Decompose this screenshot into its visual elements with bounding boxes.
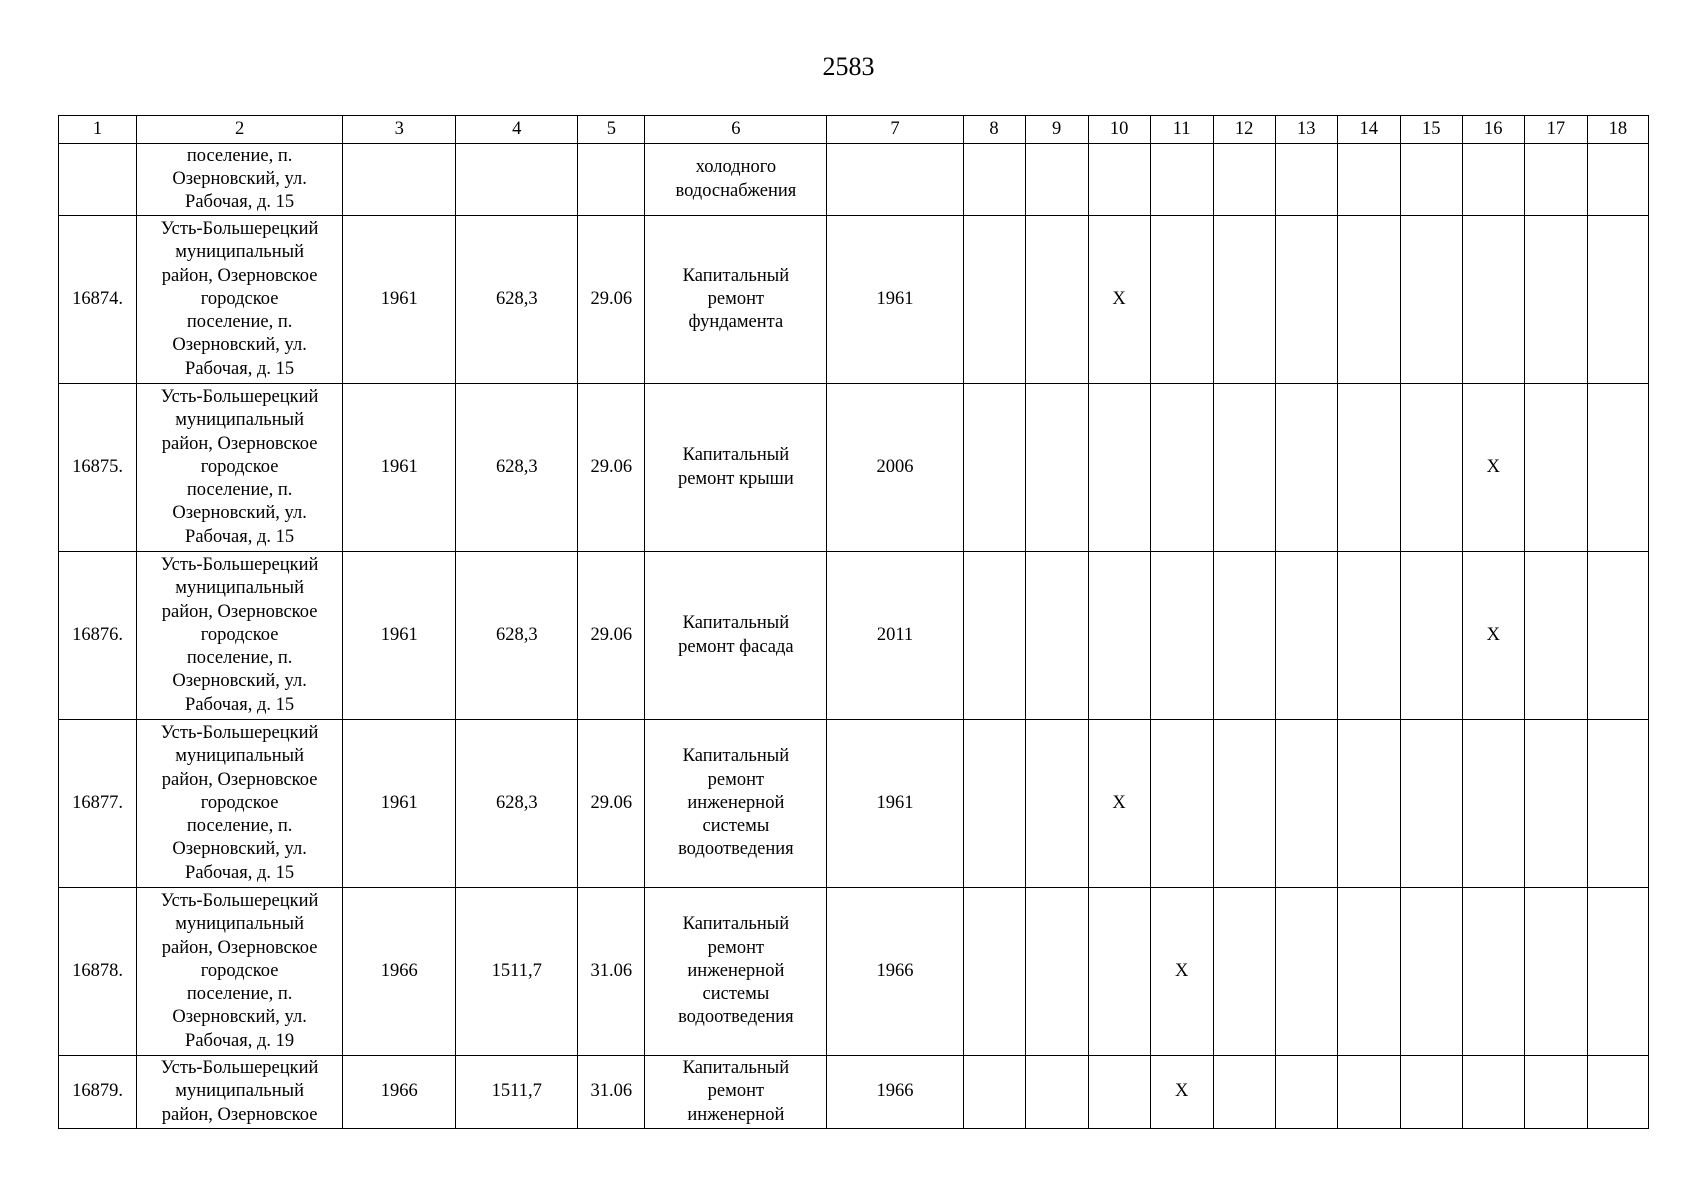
row-mark-col-14 xyxy=(1337,216,1400,384)
row-mark-col-12 xyxy=(1213,384,1275,552)
column-header: 15 xyxy=(1400,116,1462,144)
row-mark-col-15 xyxy=(1400,144,1462,216)
row-mark-col-13 xyxy=(1275,720,1337,888)
row-mark-col-11 xyxy=(1150,216,1213,384)
row-work-type: Капитальный ремонт фундамента xyxy=(645,216,827,384)
column-header: 17 xyxy=(1524,116,1587,144)
row-address: Усть-Большерецкий муниципальный район, Озерновское городское поселение, п. Озерновский, ул. Рабочая, д. 15 xyxy=(137,384,343,552)
row-mark-col-8 xyxy=(963,216,1025,384)
row-mark-col-17 xyxy=(1524,888,1587,1056)
row-mark-col-10: X xyxy=(1088,216,1150,384)
row-mark-col-9 xyxy=(1025,888,1088,1056)
column-header: 11 xyxy=(1150,116,1213,144)
row-work-type: Капитальный ремонт фасада xyxy=(645,552,827,720)
row-mark-col-9 xyxy=(1025,552,1088,720)
row-address: Усть-Большерецкий муниципальный район, Озерновское городское поселение, п. Озерновский, ул. Рабочая, д. 15 xyxy=(137,216,343,384)
row-mark-col-10 xyxy=(1088,1056,1150,1129)
row-address: Усть-Большерецкий муниципальный район, Озерновское городское поселение, п. Озерновский, ул. Рабочая, д. 15 xyxy=(137,720,343,888)
row-work-type: Капитальный ремонт инженерной системы водоотведения xyxy=(645,888,827,1056)
row-mark-col-10 xyxy=(1088,888,1150,1056)
row-mark-col-8 xyxy=(963,384,1025,552)
row-mark-col-10 xyxy=(1088,144,1150,216)
row-mark-col-8 xyxy=(963,144,1025,216)
column-header: 6 xyxy=(645,116,827,144)
row-work-year: 1966 xyxy=(827,1056,963,1129)
column-header: 9 xyxy=(1025,116,1088,144)
row-mark-col-8 xyxy=(963,1056,1025,1129)
row-mark-col-12 xyxy=(1213,888,1275,1056)
row-build-year xyxy=(343,144,456,216)
row-mark-col-15 xyxy=(1400,552,1462,720)
header-row xyxy=(59,116,1649,144)
row-mark-col-17 xyxy=(1524,720,1587,888)
column-header: 18 xyxy=(1587,116,1648,144)
column-header: 10 xyxy=(1088,116,1150,144)
row-area: 1511,7 xyxy=(456,888,578,1056)
row-work-year: 1966 xyxy=(827,888,963,1056)
row-mark-col-9 xyxy=(1025,1056,1088,1129)
row-number: 16878. xyxy=(59,888,137,1056)
row-mark-col-11: X xyxy=(1150,1056,1213,1129)
row-wear: 29.06 xyxy=(578,720,645,888)
row-build-year: 1961 xyxy=(343,552,456,720)
row-mark-col-12 xyxy=(1213,1056,1275,1129)
table-row xyxy=(59,552,1649,720)
row-mark-col-8 xyxy=(963,552,1025,720)
row-work-year: 1961 xyxy=(827,720,963,888)
row-mark-col-17 xyxy=(1524,384,1587,552)
row-mark-col-18 xyxy=(1587,216,1648,384)
row-mark-col-16 xyxy=(1462,720,1524,888)
row-mark-col-18 xyxy=(1587,1056,1648,1129)
row-number: 16875. xyxy=(59,384,137,552)
row-number: 16879. xyxy=(59,1056,137,1129)
row-mark-col-18 xyxy=(1587,552,1648,720)
row-mark-col-15 xyxy=(1400,384,1462,552)
row-mark-col-12 xyxy=(1213,144,1275,216)
row-mark-col-13 xyxy=(1275,144,1337,216)
row-wear: 31.06 xyxy=(578,888,645,1056)
row-mark-col-13 xyxy=(1275,384,1337,552)
row-address: Усть-Большерецкий муниципальный район, Озерновское городское поселение, п. Озерновский, ул. Рабочая, д. 19 xyxy=(137,888,343,1056)
row-work-year: 2006 xyxy=(827,384,963,552)
row-address: Усть-Большерецкий муниципальный район, Озерновское городское поселение, п. Озерновский, ул. Рабочая, д. 15 xyxy=(137,552,343,720)
column-header: 3 xyxy=(343,116,456,144)
row-wear: 29.06 xyxy=(578,552,645,720)
row-mark-col-12 xyxy=(1213,552,1275,720)
table-row xyxy=(59,144,1649,216)
row-mark-col-17 xyxy=(1524,1056,1587,1129)
row-mark-col-10 xyxy=(1088,384,1150,552)
row-mark-col-15 xyxy=(1400,216,1462,384)
register-table xyxy=(58,115,1649,1129)
row-mark-col-13 xyxy=(1275,1056,1337,1129)
row-mark-col-16: X xyxy=(1462,552,1524,720)
row-mark-col-10 xyxy=(1088,552,1150,720)
table-row xyxy=(59,1056,1649,1129)
row-mark-col-18 xyxy=(1587,720,1648,888)
row-mark-col-16 xyxy=(1462,888,1524,1056)
row-mark-col-9 xyxy=(1025,384,1088,552)
row-wear: 31.06 xyxy=(578,1056,645,1129)
row-mark-col-14 xyxy=(1337,384,1400,552)
row-mark-col-15 xyxy=(1400,1056,1462,1129)
row-area: 628,3 xyxy=(456,384,578,552)
row-work-type: Капитальный ремонт инженерной xyxy=(645,1056,827,1129)
table-row xyxy=(59,384,1649,552)
row-mark-col-17 xyxy=(1524,144,1587,216)
row-mark-col-14 xyxy=(1337,888,1400,1056)
row-mark-col-8 xyxy=(963,888,1025,1056)
column-header: 14 xyxy=(1337,116,1400,144)
row-area: 628,3 xyxy=(456,552,578,720)
row-mark-col-18 xyxy=(1587,384,1648,552)
row-mark-col-17 xyxy=(1524,216,1587,384)
row-work-year: 1961 xyxy=(827,216,963,384)
row-mark-col-10: X xyxy=(1088,720,1150,888)
row-mark-col-12 xyxy=(1213,720,1275,888)
column-header: 1 xyxy=(59,116,137,144)
row-mark-col-17 xyxy=(1524,552,1587,720)
row-wear: 29.06 xyxy=(578,216,645,384)
row-mark-col-11: X xyxy=(1150,888,1213,1056)
row-mark-col-14 xyxy=(1337,552,1400,720)
row-build-year: 1966 xyxy=(343,1056,456,1129)
row-work-year: 2011 xyxy=(827,552,963,720)
row-mark-col-8 xyxy=(963,720,1025,888)
row-build-year: 1961 xyxy=(343,720,456,888)
row-mark-col-16 xyxy=(1462,1056,1524,1129)
row-mark-col-14 xyxy=(1337,720,1400,888)
column-header: 7 xyxy=(827,116,963,144)
table-row xyxy=(59,720,1649,888)
row-address: Усть-Большерецкий муниципальный район, Озерновское xyxy=(137,1056,343,1129)
row-wear xyxy=(578,144,645,216)
column-header: 5 xyxy=(578,116,645,144)
row-wear: 29.06 xyxy=(578,384,645,552)
row-mark-col-18 xyxy=(1587,144,1648,216)
column-header: 16 xyxy=(1462,116,1524,144)
page-number: 2583 xyxy=(822,52,875,81)
row-work-type: Капитальный ремонт инженерной системы водоотведения xyxy=(645,720,827,888)
row-number: 16877. xyxy=(59,720,137,888)
row-work-year xyxy=(827,144,963,216)
row-mark-col-9 xyxy=(1025,144,1088,216)
row-area: 1511,7 xyxy=(456,1056,578,1129)
row-mark-col-14 xyxy=(1337,144,1400,216)
row-mark-col-18 xyxy=(1587,888,1648,1056)
column-header: 12 xyxy=(1213,116,1275,144)
row-number: 16874. xyxy=(59,216,137,384)
row-build-year: 1961 xyxy=(343,216,456,384)
row-mark-col-11 xyxy=(1150,384,1213,552)
row-mark-col-11 xyxy=(1150,552,1213,720)
row-address: поселение, п. Озерновский, ул. Рабочая, д. 15 xyxy=(137,144,343,216)
row-mark-col-13 xyxy=(1275,216,1337,384)
row-area: 628,3 xyxy=(456,720,578,888)
row-mark-col-13 xyxy=(1275,888,1337,1056)
row-mark-col-11 xyxy=(1150,720,1213,888)
row-mark-col-16 xyxy=(1462,216,1524,384)
row-mark-col-9 xyxy=(1025,216,1088,384)
row-mark-col-9 xyxy=(1025,720,1088,888)
row-mark-col-15 xyxy=(1400,720,1462,888)
row-mark-col-15 xyxy=(1400,888,1462,1056)
column-header: 8 xyxy=(963,116,1025,144)
row-mark-col-13 xyxy=(1275,552,1337,720)
row-area: 628,3 xyxy=(456,216,578,384)
column-header: 2 xyxy=(137,116,343,144)
row-mark-col-11 xyxy=(1150,144,1213,216)
row-work-type: Капитальный ремонт крыши xyxy=(645,384,827,552)
row-number: 16876. xyxy=(59,552,137,720)
row-number xyxy=(59,144,137,216)
row-build-year: 1966 xyxy=(343,888,456,1056)
row-mark-col-14 xyxy=(1337,1056,1400,1129)
row-work-type: холодного водоснабжения xyxy=(645,144,827,216)
table-row xyxy=(59,216,1649,384)
row-mark-col-16: X xyxy=(1462,384,1524,552)
column-header: 4 xyxy=(456,116,578,144)
row-mark-col-16 xyxy=(1462,144,1524,216)
column-header: 13 xyxy=(1275,116,1337,144)
table-row xyxy=(59,888,1649,1056)
row-mark-col-12 xyxy=(1213,216,1275,384)
row-build-year: 1961 xyxy=(343,384,456,552)
row-area xyxy=(456,144,578,216)
